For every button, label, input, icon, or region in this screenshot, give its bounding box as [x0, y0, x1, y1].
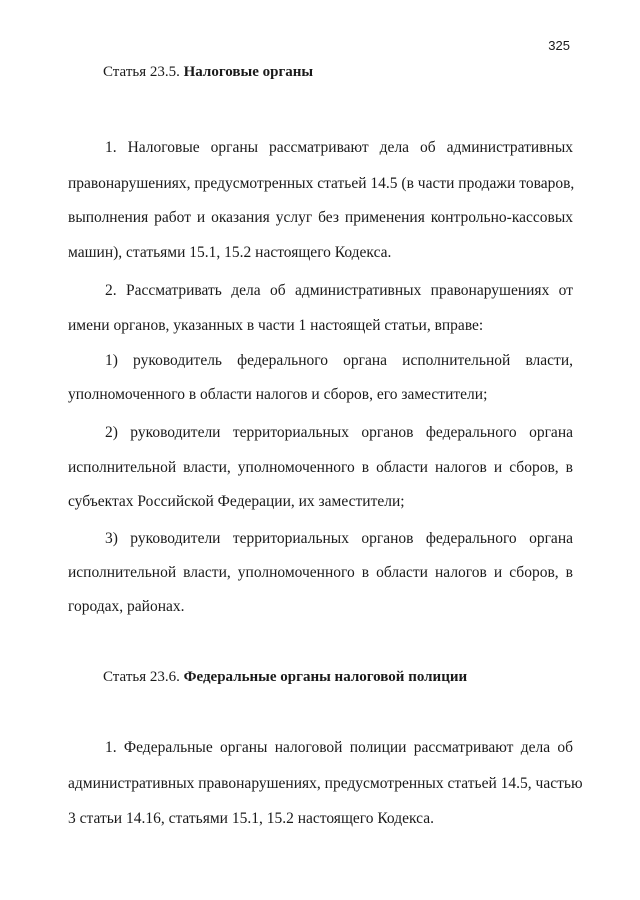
page-number: 325 — [548, 38, 570, 53]
text-line: административных правонарушениях, предусмотренных статьей 14.5, частью — [68, 775, 583, 792]
article-23-6-heading — [103, 669, 467, 686]
text-line: уполномоченного в области налогов и сборов, его заместители; — [68, 386, 488, 403]
text-line: 2. Рассматривать дела об административных правонарушениях от — [105, 282, 573, 299]
article-23-5-heading — [103, 64, 313, 81]
text-line: имени органов, указанных в части 1 настоящей статьи, вправе: — [68, 317, 484, 334]
text-line: правонарушениях, предусмотренных статьей 14.5 (в части продажи товаров, — [68, 175, 575, 192]
text-line: 3) руководители территориальных органов федерального органа — [105, 530, 573, 547]
text-line: 2) руководители территориальных органов федерального органа — [105, 424, 573, 441]
text-line: субъектах Российской Федерации, их заместители; — [68, 493, 405, 510]
text-line: машин), статьями 15.1, 15.2 настоящего Кодекса. — [68, 244, 392, 261]
article-23-6-heading-title: Федеральные органы налоговой полиции — [183, 669, 468, 685]
text-line: 1) руководитель федерального органа исполнительной власти, — [105, 352, 573, 369]
article-23-6-heading-prefix: Статья 23.6. — [103, 669, 180, 685]
text-line: городах, районах. — [68, 598, 185, 615]
text-line: исполнительной власти, уполномоченного в области налогов и сборов, в — [68, 459, 573, 476]
text-line: выполнения работ и оказания услуг без применения контрольно-кассовых — [68, 209, 573, 226]
article-23-5-heading-title: Налоговые органы — [183, 64, 314, 80]
text-line: 3 статьи 14.16, статьями 15.1, 15.2 настоящего Кодекса. — [68, 810, 434, 827]
article-23-5-heading-prefix: Статья 23.5. — [103, 64, 180, 80]
text-line: исполнительной власти, уполномоченного в области налогов и сборов, в — [68, 564, 573, 581]
text-line: 1. Федеральные органы налоговой полиции рассматривают дела об — [105, 739, 573, 756]
text-line: 1. Налоговые органы рассматривают дела об административных — [105, 139, 573, 156]
